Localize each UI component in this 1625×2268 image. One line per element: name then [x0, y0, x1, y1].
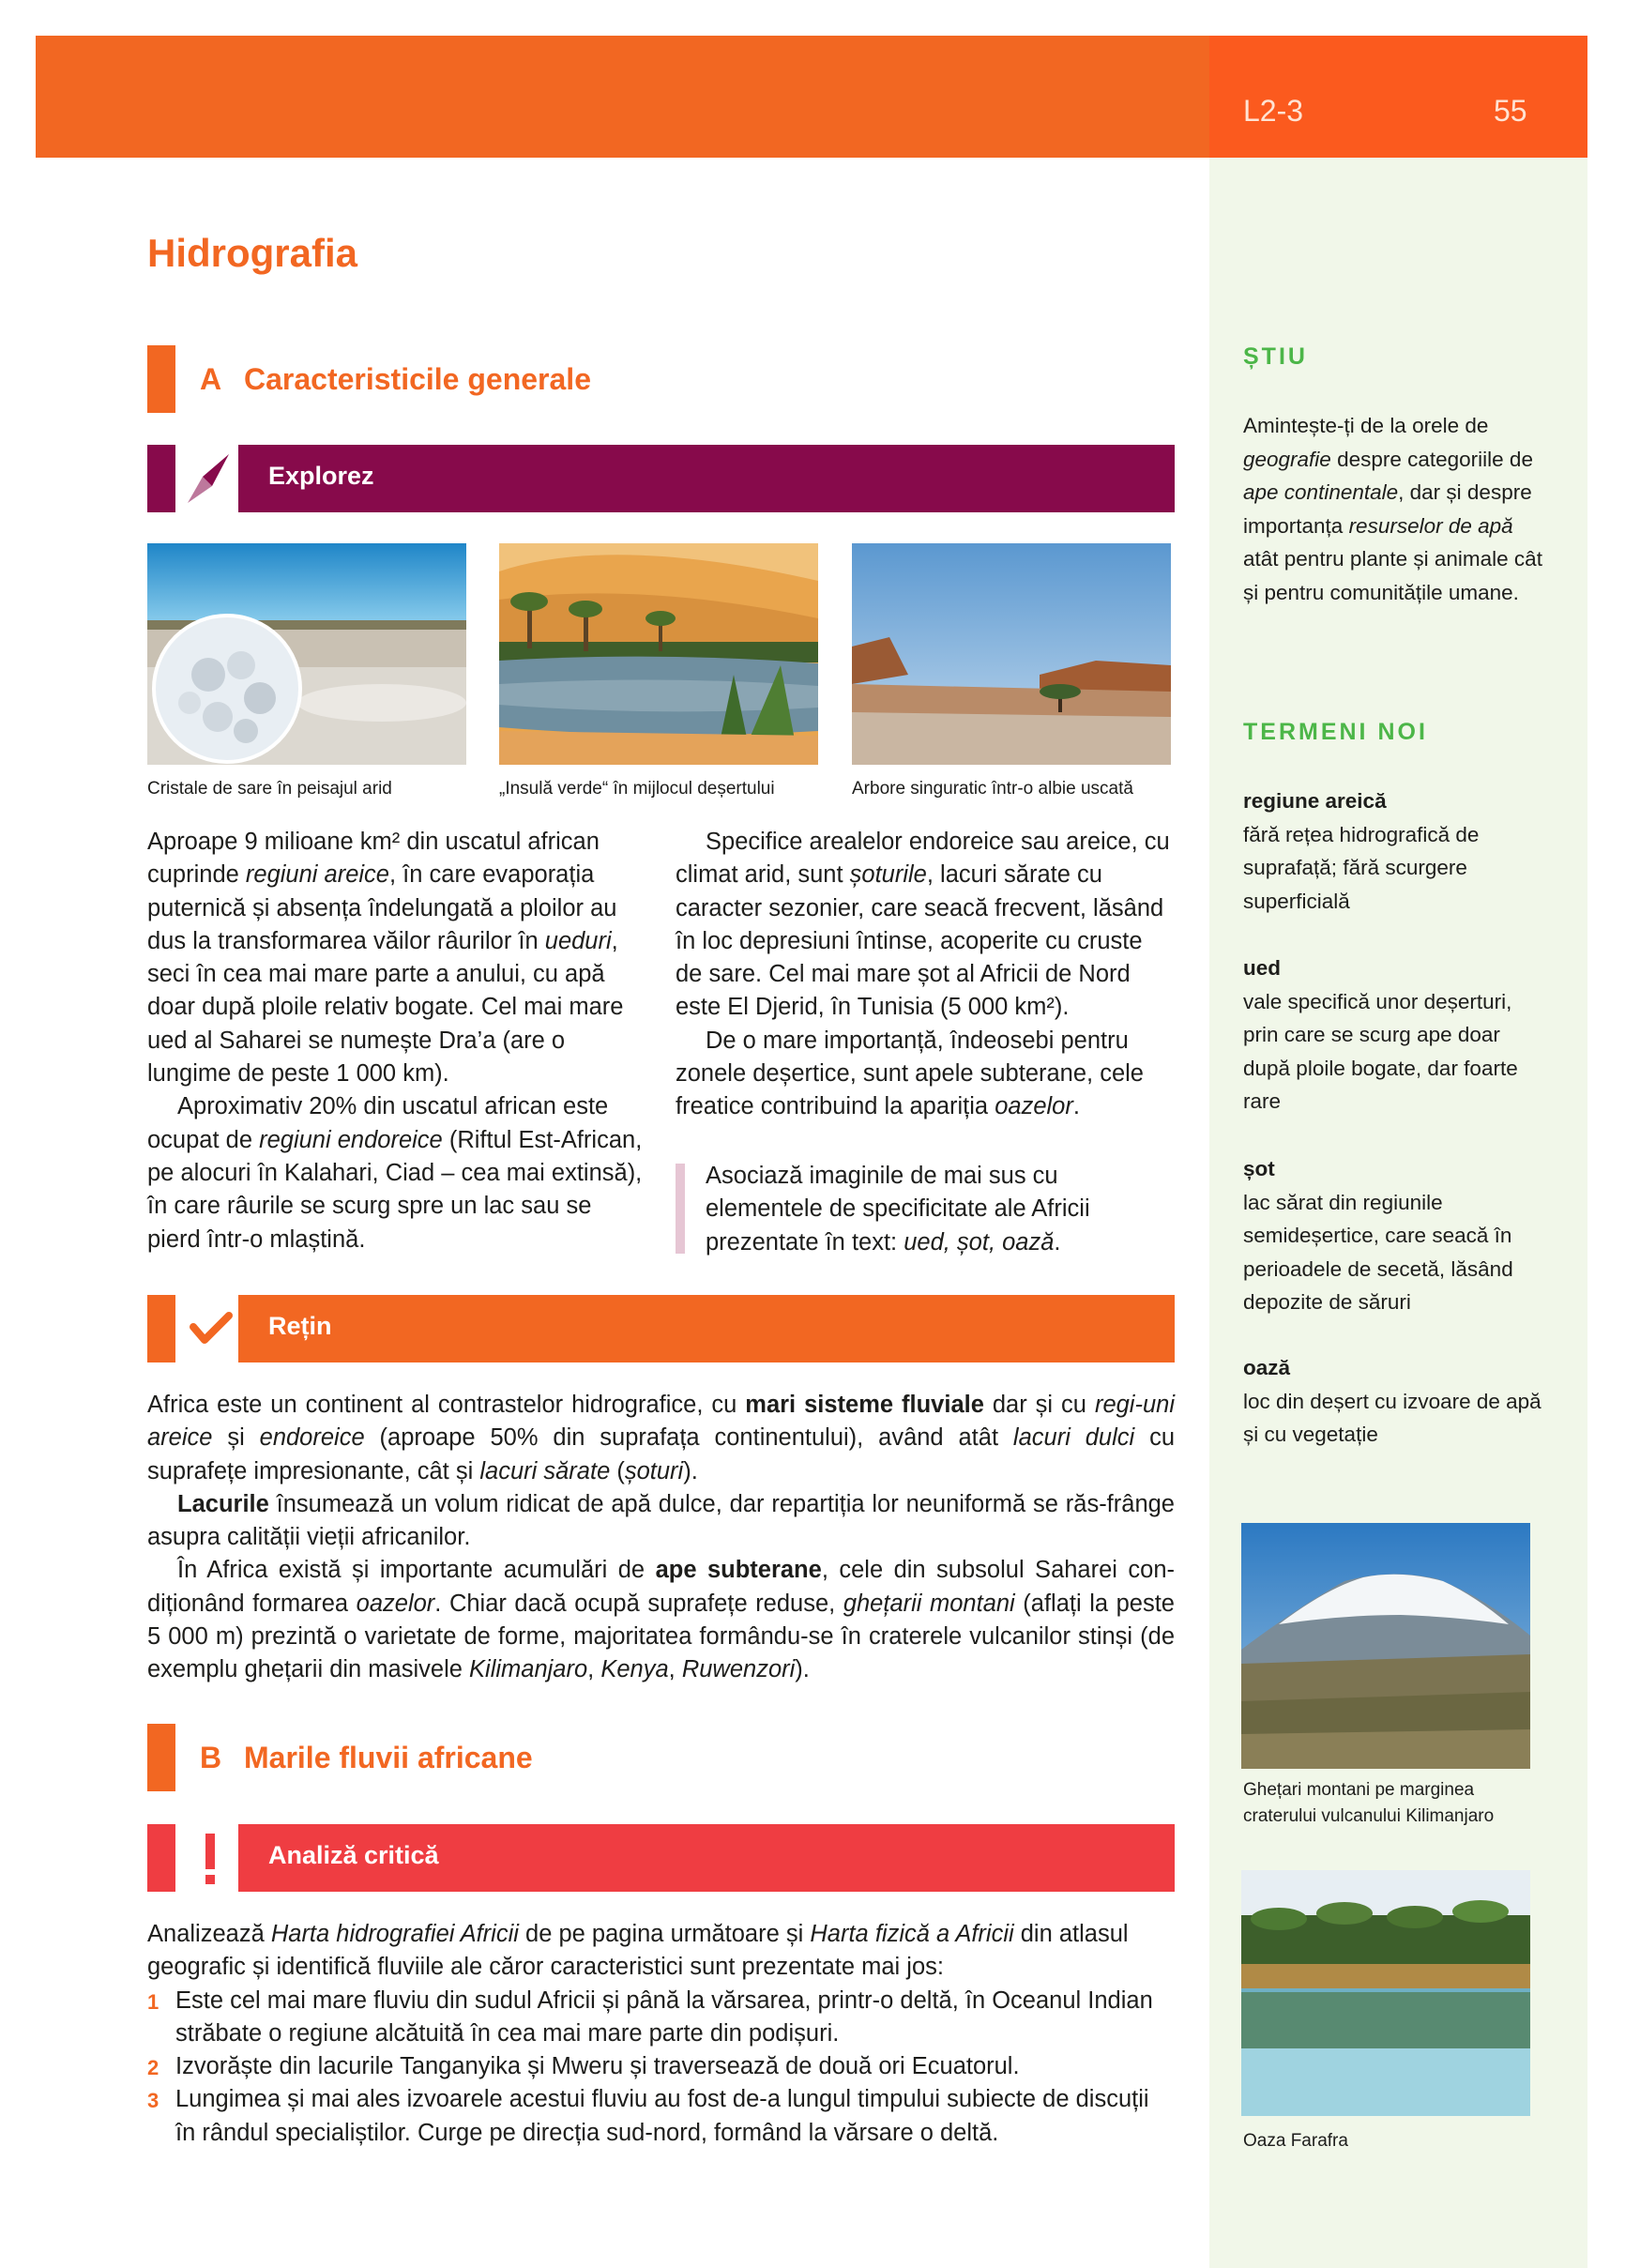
- section-a-marker: [147, 345, 175, 413]
- retin-marker: [147, 1295, 175, 1362]
- photo-caption-farafra: Oaza Farafra: [1243, 2131, 1348, 2151]
- term-oaza: oază loc din deșert cu izvoare de apă și cu vegetație: [1243, 1356, 1541, 1446]
- paragraph-endoreic: Aproximativ 20% din uscatul african este ocupat de regiuni endoreice (Riftul Est-African, pe alocuri în Kalahari, Ciad – cea mai extinsă), în care râurile se scurg spre un lac sau se pierd într-o mlaștină.: [147, 1093, 643, 1253]
- header-bar: [36, 36, 1209, 158]
- list-item: 2 Izvorăște din lacurile Tanganyika și Mweru și traversează de două ori Ecuatorul.: [147, 2053, 1020, 2080]
- text-column-2: [676, 826, 1175, 1124]
- page-number: 55: [1494, 94, 1527, 128]
- retin-paragraph-1: Africa este un continent al contrastelor hidrografice, cu mari sisteme fluviale dar și cu regi-uni areice și endoreice (aproape 50% din suprafața continentului), având atât lacuri dulci cu suprafețe impresionante, cât și lacuri sărate (șoturi).: [147, 1392, 1175, 1484]
- term-ued: ued vale specifică unor deșerturi, prin care se scurg ape doar după ploile bogate, dar foarte rare: [1243, 956, 1518, 1113]
- explorez-marker: [147, 445, 175, 512]
- list-item: 1 Este cel mai mare fluviu din sudul Africii și până la vărsarea, printr-o deltă, în Oceanul Indian străbate o regiune alcătuită în cea mai mare parte din podișuri.: [147, 1986, 1153, 2047]
- paragraph-ape-subterane: De o mare importanță, îndeosebi pentru zonele deșertice, sunt apele subterane, cele freatice contribuind la apariția oazelor.: [676, 1027, 1144, 1120]
- analiza-marker: [147, 1824, 175, 1892]
- explorez-band: [238, 445, 1175, 512]
- term-regiune-areica: regiune areică fără rețea hidrografică de suprafață; fără scurgere superficială: [1243, 789, 1480, 913]
- term-sot: șot lac sărat din regiunile semideșertice, care seacă în perioadele de secetă, lăsând depozite de săruri: [1243, 1157, 1513, 1314]
- page-title: Hidrografia: [147, 231, 358, 275]
- section-b-letter: B: [200, 1741, 222, 1774]
- retin-paragraph-3: În Africa există și importante acumulări de ape subterane, cele din subsolul Saharei con-diționând formarea oazelor. Chiar dacă ocupă suprafețe reduse, ghețarii montani (aflați la peste 5 000 m) prezintă o varietate de forme, majoritatea formându-se în craterele vulcanilor stinși (de exemplu ghețarii din masivele Kilimanjaro, Kenya, Ruwenzori).: [147, 1557, 1175, 1683]
- compass-icon: [180, 449, 238, 509]
- analiza-text: [147, 1918, 1175, 2150]
- stiu-text: Amintește-ți de la orele de geografie despre categoriile de ape continentale, dar și despre importanța resurselor de apă atât pentru plante și animale cât și pentru comunitățile umane.: [1243, 414, 1542, 604]
- checkmark-icon: [188, 1308, 235, 1349]
- photo-caption-1: Cristale de sare în peisajul arid: [147, 779, 392, 799]
- section-b-title: Marile fluvii africane: [244, 1741, 533, 1774]
- analiza-label: Analiză critică: [268, 1841, 439, 1869]
- list-item: 3 Lungimea și mai ales izvoarele acestui fluviu au fost de-a lungul timpului subiecte de discuții în rândul specialiștilor. Curge pe direcția sud-nord, formând la vărsare o deltă.: [147, 2086, 1149, 2146]
- stiu-heading: ȘTIU: [1243, 343, 1308, 370]
- photo-caption-3: Arbore singuratic într-o albie uscată: [852, 779, 1133, 799]
- exclamation-icon: [199, 1830, 221, 1888]
- photo-kilimanjaro: [1241, 1523, 1530, 1769]
- photo-farafra-oasis: [1241, 1870, 1530, 2116]
- association-task: Asociază imaginile de mai sus cu elementele de specificitate ale Africii prezentate în text: ued, șot, oază.: [706, 1163, 1090, 1256]
- photo-caption-2: „Insulă verde“ în mijlocul deșertului: [499, 779, 775, 799]
- retin-label: Rețin: [268, 1312, 332, 1340]
- section-b-marker: [147, 1724, 175, 1791]
- photo-oasis-lake: [499, 543, 818, 765]
- lesson-code: L2-3: [1243, 94, 1304, 128]
- photo-lone-tree-dry-riverbed: [852, 543, 1171, 765]
- section-a-title: Caracteristicile generale: [244, 362, 591, 396]
- text-column-1: [147, 826, 643, 1256]
- retin-band: [238, 1295, 1175, 1362]
- photo-caption-kilimanjaro: Ghețari montani pe marginea craterului vulcanului Kilimanjaro: [1243, 1780, 1495, 1826]
- retin-text: [147, 1389, 1175, 1687]
- section-a-letter: A: [200, 362, 222, 396]
- retin-paragraph-2: Lacurile însumează un volum ridicat de apă dulce, dar repartiția lor neuniformă se răs-frânge asupra calității vieții africanilor.: [147, 1490, 1175, 1551]
- photo-salt-crystals: [147, 543, 466, 765]
- task-marker: [676, 1164, 685, 1254]
- analiza-intro: Analizează Harta hidrografiei Africii de pe pagina următoare și Harta fizică a Africii din atlasul geografic și identifică fluviile ale căror caracteristici sunt prezentate mai jos:: [147, 1921, 1129, 1981]
- paragraph-areic: Aproape 9 milioane km² din uscatul african cuprinde regiuni areice, în care evaporația puternică și absența îndelungată a ploilor au dus la transformarea văilor râurilor în ueduri, seci în cea mai mare parte a anului, cu apă doar după ploile relativ bogate. Cel mai mare ued al Saharei se numește Dra’a (are o lungime de peste 1 000 km).: [147, 829, 624, 1088]
- paragraph-soturi: Specifice arealelor endoreice sau areice, cu climat arid, sunt șoturile, lacuri sărate cu caracter sezonier, care seacă frecvent, lăsând în loc depresiuni întinse, acoperite cu cruste de sare. Cel mai mare șot al Africii de Nord este El Djerid, în Tunisia (5 000 km²).: [676, 829, 1170, 1021]
- termeni-noi-heading: TERMENI NOI: [1243, 719, 1428, 745]
- explorez-label: Explorez: [268, 462, 374, 490]
